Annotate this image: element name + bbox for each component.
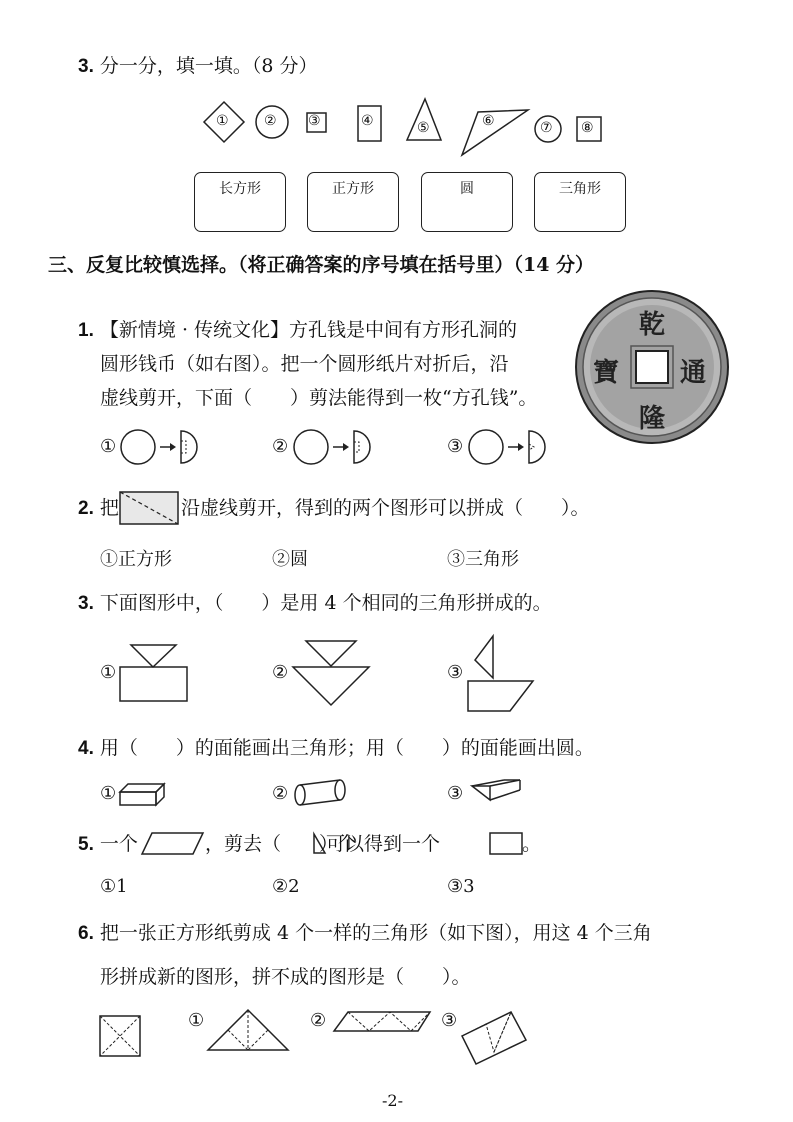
answer-box-circle[interactable]: 圆	[421, 172, 513, 232]
q3-option-1[interactable]: ①	[100, 662, 117, 683]
q1-line3: 虚线剪开，下面（ ）剪法能得到一枚“方孔钱”。	[100, 387, 538, 409]
section-title: 三、反复比较慎选择。（将正确答案的序号填在括号里）（14 分）	[48, 254, 595, 276]
q4-option-1[interactable]: ①	[100, 783, 117, 804]
q1-text-1: 【新情境 · 传统文化】方孔钱是中间有方形孔洞的	[99, 319, 518, 341]
answer-box-rectangle[interactable]: 长方形	[194, 172, 286, 232]
coin-char-top: 乾	[639, 310, 666, 340]
q4-option-2[interactable]: ②	[272, 783, 289, 804]
coin-char-right: 通	[680, 358, 707, 388]
q1-option-2[interactable]: ②	[272, 436, 289, 457]
shape-2-label: ②	[264, 113, 277, 129]
q2-option-2[interactable]: ②圆	[272, 549, 308, 570]
q6-text-1: 把一张正方形纸剪成 4 个一样的三角形（如下图），用这 4 个三角	[99, 922, 652, 944]
q6-option-1[interactable]: ①	[188, 1010, 205, 1031]
q5-text-3: 可以得到一个	[326, 833, 441, 855]
q3-text: 下面图形中，（ ）是用 4 个相同的三角形拼成的。	[99, 592, 552, 614]
q4-number: 4.	[78, 738, 94, 759]
shape-6-label: ⑥	[482, 113, 495, 129]
q1-line2: 圆形钱币（如右图）。把一个圆形纸片对折后，沿	[100, 353, 509, 375]
q6-option-2[interactable]: ②	[310, 1010, 327, 1031]
shape-8-label: ⑧	[581, 120, 594, 136]
answer-box-square[interactable]: 正方形	[307, 172, 399, 232]
shape-4-label: ④	[361, 113, 374, 129]
q6-number: 6.	[78, 923, 94, 944]
q5-option-1[interactable]: ①1	[100, 876, 128, 897]
q1-option-1[interactable]: ①	[100, 436, 117, 457]
q1-option-3[interactable]: ③	[447, 436, 464, 457]
q3-option-3[interactable]: ③	[447, 662, 464, 683]
q6-line2: 形拼成新的图形，拼不成的图形是（ ）。	[100, 966, 471, 988]
q5-option-2[interactable]: ②2	[272, 876, 300, 897]
q6-option-3[interactable]: ③	[441, 1010, 458, 1031]
q5-number: 5.	[78, 834, 94, 855]
q3-sort-text: 分一分，填一填。（8 分）	[99, 55, 318, 77]
q5-text-1: 一个	[99, 833, 138, 855]
q3-option-2[interactable]: ②	[272, 662, 289, 683]
page-number: -2-	[382, 1091, 403, 1110]
q2-text-pre: 把	[99, 497, 119, 519]
coin-char-left: 寶	[593, 358, 620, 388]
q2-number: 2.	[78, 498, 94, 519]
q1-number: 1.	[78, 320, 94, 341]
q3-sort-number: 3.	[78, 56, 94, 77]
coin-char-bottom: 隆	[639, 404, 666, 434]
q5-text-2: ，剪去（ ）个	[205, 833, 358, 855]
q4-option-3[interactable]: ③	[447, 783, 464, 804]
shape-1-label: ①	[216, 113, 229, 129]
q2-text-post: 沿虚线剪开，得到的两个图形可以拼成（ ）。	[181, 497, 590, 519]
q3-number: 3.	[78, 593, 94, 614]
shape-5-label: ⑤	[417, 120, 430, 136]
q5-option-3[interactable]: ③3	[447, 876, 475, 897]
shape-3-label: ③	[308, 113, 321, 129]
q2-option-1[interactable]: ①正方形	[100, 549, 172, 570]
q2-option-3[interactable]: ③三角形	[447, 549, 519, 570]
q4-text: 用（ ）的面能画出三角形；用（ ）的面能画出圆。	[99, 737, 594, 759]
shape-7-label: ⑦	[540, 120, 553, 136]
answer-box-triangle[interactable]: 三角形	[534, 172, 626, 232]
q5-text-4: 。	[522, 833, 542, 855]
